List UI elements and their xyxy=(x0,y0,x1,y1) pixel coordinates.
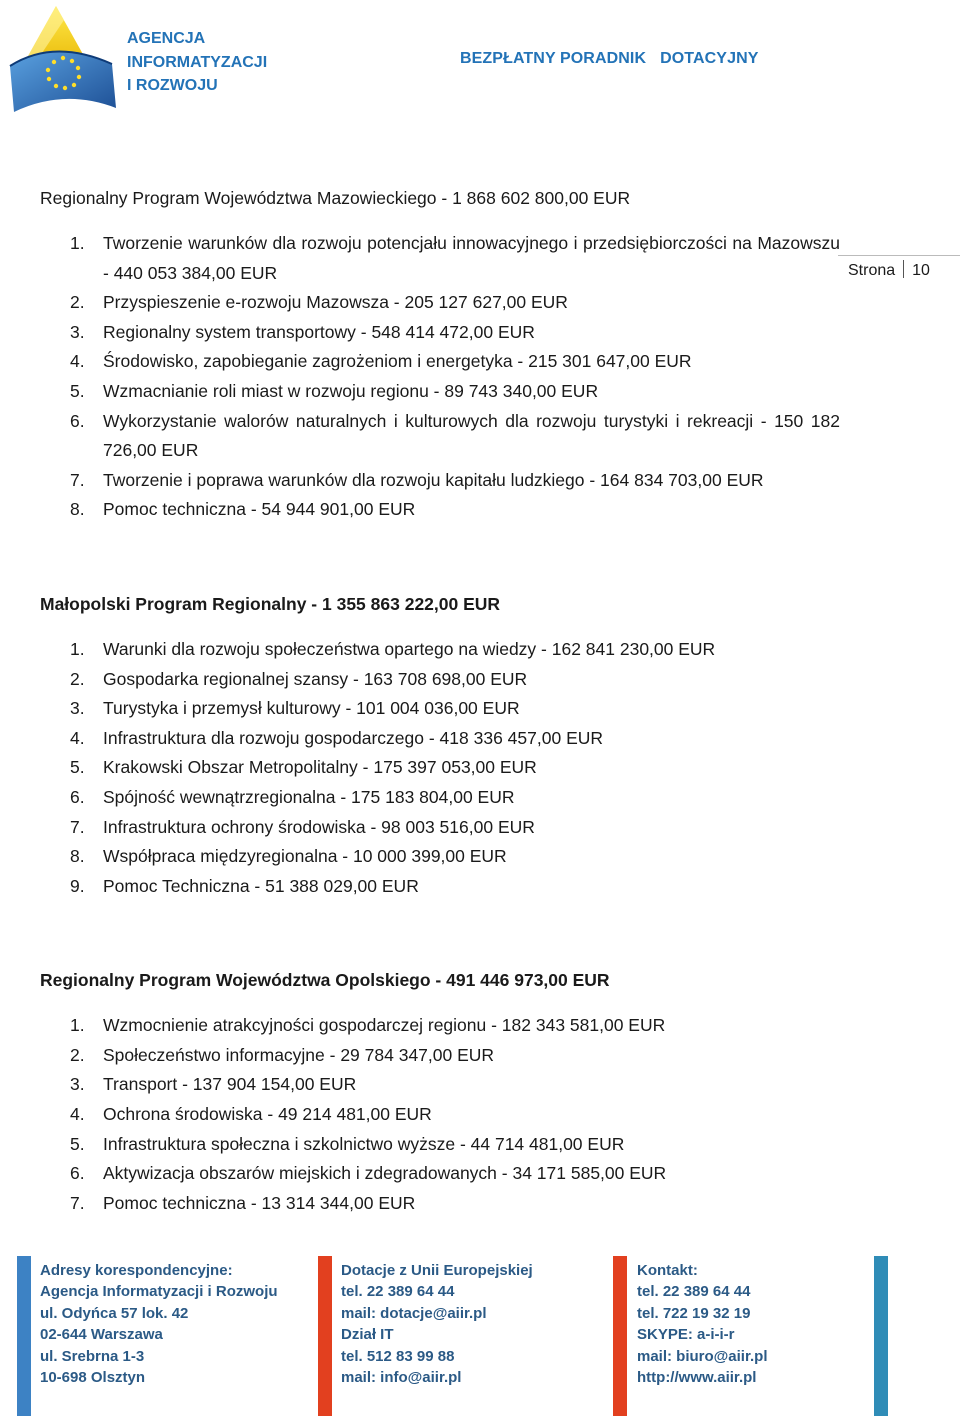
list-item xyxy=(40,665,840,695)
contact-phone-2[interactable]: tel. 722 19 32 19 xyxy=(637,1304,751,1322)
item-text: Ochrona środowiska - 49 214 481,00 EUR xyxy=(103,1104,432,1125)
list-item xyxy=(40,1130,840,1160)
contact-email[interactable]: mail: biuro@aiir.pl xyxy=(637,1347,768,1365)
header-tagline xyxy=(460,50,759,68)
item-text: Pomoc Techniczna - 51 388 029,00 EUR xyxy=(103,875,419,896)
item-number: 1. xyxy=(70,233,85,253)
item-text: Wykorzystanie walorów naturalnych i kulturowych dla rozwoju turystyki i rekreacji - 150 182 726,00 EUR xyxy=(103,410,840,461)
addresses-heading: Adresy korespondencyjne: xyxy=(40,1262,233,1279)
eu-grants-email[interactable]: mail: dotacje@aiir.pl xyxy=(341,1304,487,1322)
item-number: 5. xyxy=(70,380,85,401)
item-text: Wzmocnienie atrakcyjności gospodarczej regionu - 182 343 581,00 EUR xyxy=(103,1015,666,1036)
priority-list xyxy=(40,229,840,525)
item-text: Turystyka i przemysł kulturowy - 101 004 036,00 EUR xyxy=(103,698,520,719)
list-item xyxy=(40,1189,840,1219)
item-number: 2. xyxy=(70,292,85,313)
item-number: 9. xyxy=(70,875,85,896)
section-mazowieckie xyxy=(40,183,840,525)
footer-contact xyxy=(637,1260,767,1388)
item-text: Pomoc techniczna - 54 944 901,00 EUR xyxy=(103,499,416,520)
item-text: Współpraca międzyregionalna - 10 000 399,00 EUR xyxy=(103,846,507,867)
item-number: 1. xyxy=(70,638,85,659)
contact-skype[interactable]: SKYPE: a-i-i-r xyxy=(637,1326,735,1344)
list-item xyxy=(40,783,840,813)
list-item xyxy=(40,229,840,288)
item-number: 5. xyxy=(70,1133,85,1154)
list-item xyxy=(40,872,840,902)
list-item xyxy=(40,1011,840,1041)
item-number: 2. xyxy=(70,668,85,689)
list-item xyxy=(40,694,840,724)
item-text: Wzmacnianie roli miast w rozwoju regionu - 89 743 340,00 EUR xyxy=(103,380,599,401)
it-dept-phone[interactable]: tel. 512 83 99 88 xyxy=(341,1347,455,1365)
item-number: 3. xyxy=(70,1074,85,1095)
contact-phone-1[interactable]: tel. 22 389 64 44 xyxy=(637,1283,751,1301)
list-item xyxy=(40,377,840,407)
section-spacer xyxy=(40,901,840,965)
organization-name xyxy=(127,27,267,98)
list-item xyxy=(40,1070,840,1100)
eu-grants-phone[interactable]: tel. 22 389 64 44 xyxy=(341,1283,455,1301)
list-item xyxy=(40,318,840,348)
page-value: 10 xyxy=(912,262,930,279)
footer-addresses xyxy=(40,1260,278,1388)
item-text: Aktywizacja obszarów miejskich i zdegradowanych - 34 171 585,00 EUR xyxy=(103,1163,667,1184)
page-footer xyxy=(0,1256,960,1416)
section-title: Regionalny Program Województwa Mazowieckiego - 1 868 602 800,00 EUR xyxy=(40,188,631,208)
item-number: 7. xyxy=(70,816,85,837)
list-item xyxy=(40,1100,840,1130)
address-street-warsaw: ul. Odyńca 57 lok. 42 xyxy=(40,1304,189,1322)
it-dept-email[interactable]: mail: info@aiir.pl xyxy=(341,1369,462,1387)
list-item xyxy=(40,288,840,318)
priority-list xyxy=(40,1011,840,1218)
item-number: 3. xyxy=(70,698,85,719)
list-item xyxy=(40,1041,840,1071)
section-opolskie xyxy=(40,965,840,1218)
item-text: Spójność wewnątrzregionalna - 175 183 804,00 EUR xyxy=(103,786,515,807)
item-text: Krakowski Obszar Metropolitalny - 175 397 053,00 EUR xyxy=(103,757,537,778)
page-number-separator xyxy=(903,260,904,278)
eu-grants-heading: Dotacje z Unii Europejskiej xyxy=(341,1262,533,1279)
item-text: Transport - 137 904 154,00 EUR xyxy=(103,1074,357,1095)
item-text: Infrastruktura dla rozwoju gospodarczego - 418 336 457,00 EUR xyxy=(103,727,604,748)
item-number: 4. xyxy=(70,351,85,372)
item-number: 2. xyxy=(70,1044,85,1065)
tagline-part-1: BEZPŁATNY PORADNIK xyxy=(460,50,647,67)
item-text: Tworzenie i poprawa warunków dla rozwoju kapitału ludzkiego - 164 834 703,00 EUR xyxy=(103,469,764,490)
page-label: Strona xyxy=(848,262,896,279)
item-number: 5. xyxy=(70,757,85,778)
footer-blue-bar xyxy=(17,1256,31,1416)
item-text: Tworzenie warunków dla rozwoju potencjału innowacyjnego i przedsiębiorczości na Mazowszu - 440 053 384,00 EUR xyxy=(103,233,840,283)
address-city-olsztyn: 10-698 Olsztyn xyxy=(40,1369,146,1387)
it-dept-heading: Dział IT xyxy=(341,1326,394,1344)
list-item xyxy=(40,1159,840,1189)
list-item xyxy=(40,347,840,377)
list-item xyxy=(40,466,840,496)
item-text: Gospodarka regionalnej szansy - 163 708 698,00 EUR xyxy=(103,668,528,689)
page-number-rule xyxy=(838,255,960,256)
document-body xyxy=(40,183,840,1218)
agency-logo xyxy=(4,4,120,118)
logo-graphic xyxy=(4,4,120,118)
item-text: Pomoc techniczna - 13 314 344,00 EUR xyxy=(103,1192,416,1213)
footer-red-bar xyxy=(318,1256,332,1416)
list-item xyxy=(40,495,840,525)
item-number: 6. xyxy=(70,786,85,807)
list-item xyxy=(40,407,840,466)
org-name-line-3: I ROZWOJU xyxy=(127,77,218,94)
list-item xyxy=(40,635,840,665)
contact-website-link[interactable]: http://www.aiir.pl xyxy=(637,1369,757,1387)
company-name: Agencja Informatyzacji i Rozwoju xyxy=(40,1283,278,1301)
contact-heading: Kontakt: xyxy=(637,1262,698,1279)
list-item xyxy=(40,842,840,872)
item-number: 6. xyxy=(70,410,85,431)
item-text: Infrastruktura społeczna i szkolnictwo wyższe - 44 714 481,00 EUR xyxy=(103,1133,625,1154)
priority-list xyxy=(40,635,840,901)
address-city-warsaw: 02-644 Warszawa xyxy=(40,1326,163,1344)
item-text: Warunki dla rozwoju społeczeństwa opartego na wiedzy - 162 841 230,00 EUR xyxy=(103,638,716,659)
section-malopolskie xyxy=(40,589,840,901)
section-title: Małopolski Program Regionalny - 1 355 863 222,00 EUR xyxy=(40,593,501,614)
item-number: 1. xyxy=(70,1015,85,1036)
item-number: 8. xyxy=(70,499,85,520)
item-text: Środowisko, zapobieganie zagrożeniom i energetyka - 215 301 647,00 EUR xyxy=(103,351,692,372)
item-number: 7. xyxy=(70,469,85,490)
tagline-part-2: DOTACYJNY xyxy=(660,50,759,67)
footer-departments xyxy=(341,1260,533,1388)
item-number: 4. xyxy=(70,727,85,748)
page-number xyxy=(848,260,930,280)
item-text: Przyspieszenie e-rozwoju Mazowsza - 205 127 627,00 EUR xyxy=(103,292,568,313)
org-name-line-2: INFORMATYZACJI xyxy=(127,53,268,71)
item-number: 6. xyxy=(70,1163,85,1184)
footer-teal-bar xyxy=(874,1256,888,1416)
list-item xyxy=(40,724,840,754)
section-title: Regionalny Program Województwa Opolskiego - 491 446 973,00 EUR xyxy=(40,970,610,991)
section-spacer xyxy=(40,525,840,589)
address-street-olsztyn: ul. Srebrna 1-3 xyxy=(40,1347,145,1365)
item-text: Społeczeństwo informacyjne - 29 784 347,00 EUR xyxy=(103,1044,495,1065)
list-item xyxy=(40,813,840,843)
item-text: Infrastruktura ochrony środowiska - 98 003 516,00 EUR xyxy=(103,816,535,837)
item-number: 7. xyxy=(70,1192,85,1213)
item-number: 8. xyxy=(70,846,85,867)
item-number: 4. xyxy=(70,1104,85,1125)
item-text: Regionalny system transportowy - 548 414 472,00 EUR xyxy=(103,321,535,342)
org-name-line-1: AGENCJA xyxy=(127,30,206,47)
list-item xyxy=(40,753,840,783)
footer-red-bar xyxy=(613,1256,627,1416)
item-number: 3. xyxy=(70,321,85,342)
